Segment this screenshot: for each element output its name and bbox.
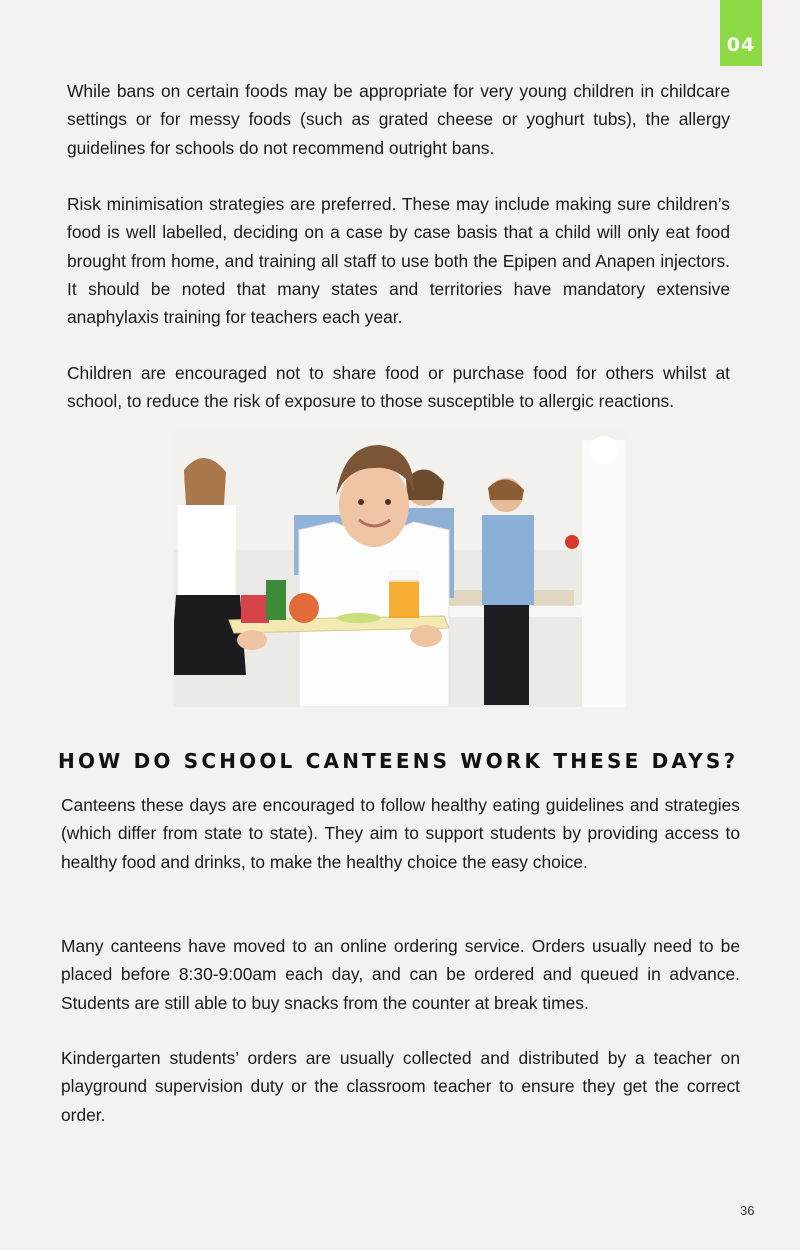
paragraph-healthy-eating: Canteens these days are encouraged to follow healthy eating guidelines and strategies (which differ from state to state). They aim to support students by providing access to healthy food and drinks, to make the healthy choice the easy choice. (61, 795, 740, 872)
paragraph-online-ordering: Many canteens have moved to an online ordering service. Orders usually need to be placed before 8:30-9:00am each day, and can be ordered and queued in advance. Students are still able to buy snacks from the counter at break times. (61, 936, 740, 1013)
paragraph-food-bans: While bans on certain foods may be appropriate for very young children in childcare settings or for messy foods (such as grated cheese or yoghurt tubs), the allergy guidelines for schools do not recommend outright bans. (67, 81, 730, 158)
section-heading: HOW DO SCHOOL CANTEENS WORK THESE DAYS? (58, 749, 739, 773)
paragraph-risk-minimisation: Risk minimisation strategies are preferred. These may include making sure children’s food is well labelled, deciding on a case by case basis that a child will only eat food brought from home, and training all staff to use both the Epipen and Anapen injectors. It should be noted that many states and territories have mandatory extensive anaphylaxis training for teachers each year. (67, 194, 730, 328)
page-number: 36 (740, 1203, 755, 1218)
canteen-photo (174, 430, 626, 707)
chapter-number-tab: 04 (720, 0, 762, 66)
paragraph-kindergarten-orders: Kindergarten students’ orders are usually collected and distributed by a teacher on playground supervision duty or the classroom teacher to ensure they get the correct order. (61, 1048, 740, 1125)
paragraph-sharing-food: Children are encouraged not to share food or purchase food for others whilst at school, to reduce the risk of exposure to those susceptible to allergic reactions. (67, 363, 730, 412)
